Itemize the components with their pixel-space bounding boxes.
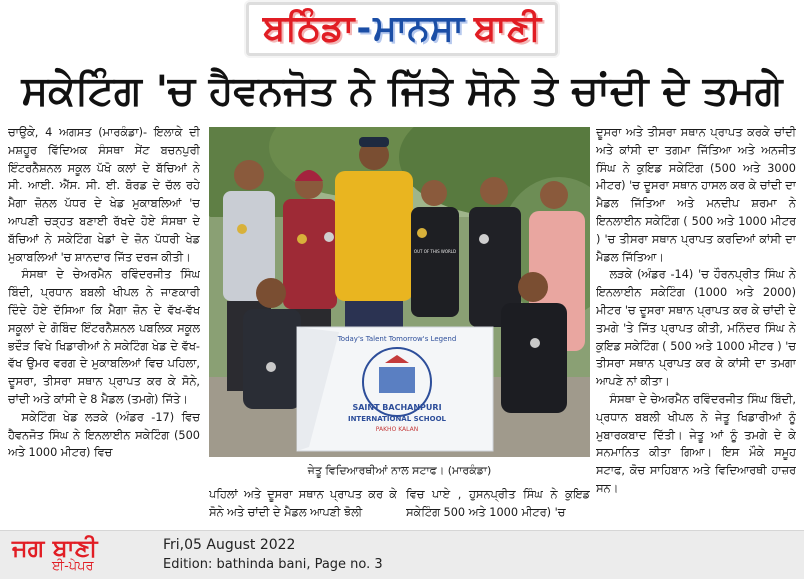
masthead — [0, 0, 804, 58]
article-left-column — [8, 124, 200, 522]
masthead-bathinda: ਬਠਿੰਡਾ — [262, 8, 355, 49]
banner-place: PAKHO KALAN — [375, 426, 419, 433]
team-photo — [209, 127, 590, 457]
article-paragraph: ਸੰਸਥਾ ਦੇ ਚੇਅਰਮੈਨ ਰਵਿੰਦਰਜੀਤ ਸਿੰਘ ਬਿੰਦੀ, ਪ੍ਰਧਾਨ ਬਬਲੀ ਖੀਪਲ ਨੇ ਜੇਤੂ ਖਿਡਾਰੀਆਂ ਨੂੰ ਮੁਬਾਰਕਬਾਦ ਦਿੱਤੀ। ਜੇਤੂ ਆਂ ਨੂੰ ਤਮਗੇ ਦੇ ਕੇ ਸਨਮਾਨਿਤ ਕੀਤਾ ਗਿਆ। ਇਸ ਮੌਕੇ ਸਮੂਹ ਸਟਾਫ, ਕੋਚ ਸਾਹਿਬਾਨ ਅਤੇ ਵਿਦਿਆਰਥੀ ਹਾਜ਼ਰ ਸਨ। — [596, 392, 796, 495]
edition-date: Fri,05 August 2022 — [163, 537, 296, 553]
epaper-footer — [0, 530, 804, 579]
banner-school-type: INTERNATIONAL SCHOOL — [347, 415, 447, 423]
article-paragraph: ਦੂਸਰਾ ਅਤੇ ਤੀਸਰਾ ਸਥਾਨ ਪ੍ਰਾਪਤ ਕਰਕੇ ਚਾਂਦੀ ਅਤੇ ਕਾਂਸੀ ਦਾ ਤਗਮਾ ਜਿੱਤਿਆ ਅਤੇ ਅਨਜੀਤ ਸਿੰਘ ਨੇ ਕੁਇਡ ਸਕੇਟਿੰਗ (500 ਅਤੇ 3000 ਮੀਟਰ) 'ਚ ਦੂਸਰਾ ਸਥਾਨ ਹਾਸਲ ਕਰ ਕੇ ਚਾਂਦੀ ਦਾ ਮੈਡਲ ਜਿੱਤਿਆ ਅਤੇ ਮਨਦੀਪ ਸ਼ਰਮਾ ਨੇ ਇਨਲਾਈਨ ਸਕੇਟਿੰਗ ( 500 ਅਤੇ 1000 ਮੀਟਰ ) 'ਚ ਤੀਸਰਾ ਸਥਾਨ ਪ੍ਰਾਪਤ ਕਰਦਿਆਂ ਕਾਂਸੀ ਦਾ ਮੈਡਲ ਜਿੱਤਿਆ। — [596, 126, 796, 264]
shirt-print: OUT OF THIS WORLD — [413, 249, 457, 254]
banner-school-name: SAINT BACHANPURI — [352, 403, 442, 412]
photo-caption: ਜੇਤੂ ਵਿਦਿਆਰਥੀਆਂ ਨਾਲ ਸਟਾਫ। (ਮਾਰਕੰਡਾ) — [307, 464, 492, 477]
article-right-column — [596, 124, 796, 522]
logo-main-text: ਜਗ ਬਾਣੀ — [12, 533, 98, 562]
article-paragraph: ਚਾਉਕੇ, 4 ਅਗਸਤ (ਮਾਰਕੰਡਾ)- ਇਲਾਕੇ ਦੀ ਮਸ਼ਹੂਰ ਵਿੱਦਿਅਕ ਸੰਸਥਾ ਸੇਂਟ ਬਚਨਪੁਰੀ ਇੰਟਰਨੈਸ਼ਨਲ ਸਕੂਲ ਪੱਖੋ ਕਲਾਂ ਦੇ ਬੱਚਿਆਂ ਨੇ ਸੀ. ਆਈ. ਐੱਸ. ਸੀ. ਈ. ਬੋਰਡ ਦੇ ਚੱਲ ਰਹੇ ਮੈਗਾ ਜ਼ੋਨਲ ਪੱਧਰ ਦੇ ਖੇਡ ਮੁਕਾਬਲਿਆਂ 'ਚ ਆਪਣੀ ਚੜ੍ਹਤ ਬਣਾਈ ਰੱਖਦੇ ਹੋਏ ਸੰਸਥਾ ਦੇ ਬੱਚਿਆਂ ਨੇ ਸਕੇਟਿੰਗ ਖੇਡਾਂ ਦੇ ਜ਼ੋਨ ਪੱਧਰੀ ਖੇਡ ਮੁਕਾਬਲਿਆਂ 'ਚ ਸ਼ਾਨਦਾਰ ਜਿੱਤ ਦਰਜ ਕੀਤੀ। — [8, 126, 200, 264]
article-paragraph: ਸਕੇਟਿੰਗ ਖੇਡ ਲੜਕੇ (ਅੰਡਰ -17) ਵਿਚ ਹੈਵਨਜੋਤ ਸਿੰਘ ਨੇ ਇਨਲਾਈਨ ਸਕੇਟਿੰਗ (500 ਅਤੇ 1000 ਮੀਟਰ) ਵਿਚ — [8, 410, 200, 460]
jagbani-logo[interactable] — [12, 535, 152, 575]
logo-sub-text: ਈ-ਪੇਪਰ — [52, 559, 94, 574]
article-paragraph: ਲੜਕੇ (ਅੰਡਰ -14) 'ਚ ਹੌਰਨਪ੍ਰੀਤ ਸਿੰਘ ਨੇ ਇਨਲਾਈਨ ਸਕੇਟਿੰਗ (1000 ਅਤੇ 2000) ਮੀਟਰ 'ਚ ਦੂਸਰਾ ਸਥਾਨ ਪ੍ਰਾਪਤ ਕਰ ਕੇ ਚਾਂਦੀ ਦੇ ਤਮਗੇ 'ਤੇ ਜਿੱਤ ਪ੍ਰਾਪਤ ਕੀਤੀ, ਮਨਿੰਦਰ ਸਿੰਘ ਨੇ ਕੁਇਡ ਸਕੇਟਿੰਗ ( 500 ਅਤੇ 1000 ਮੀਟਰ ) 'ਚ ਤੀਸਰਾ ਸਥਾਨ ਪ੍ਰਾਪਤ ਕਰ ਕੇ ਕਾਂਸੀ ਦਾ ਤਮਗਾ ਆਪਣੇ ਨਾਂ ਕੀਤਾ। — [596, 268, 796, 389]
article-bottom-column-1: ਪਹਿਲਾਂ ਅਤੇ ਦੂਸਰਾ ਸਥਾਨ ਪ੍ਰਾਪਤ ਕਰ ਕੇ ਸੋਨੇ ਅਤੇ ਚਾਂਦੀ ਦੇ ਮੈਡਲ ਆਪਣੀ ਝੋਲੀ — [209, 488, 397, 519]
masthead-dash: - — [356, 8, 372, 49]
article-paragraph: ਸੰਸਥਾ ਦੇ ਚੇਅਰਮੈਨ ਰਵਿੰਦਰਜੀਤ ਸਿੰਘ ਬਿੰਦੀ, ਪ੍ਰਧਾਨ ਬਬਲੀ ਖੀਪਲ ਨੇ ਜਾਣਕਾਰੀ ਦਿੰਦੇ ਹੋਏ ਦੱਸਿਆ ਕਿ ਮੈਗਾ ਜ਼ੋਨ ਦੇ ਵੱਖ-ਵੱਖ ਸਕੂਲਾਂ ਦੇ ਗੋਬਿੰਦ ਇੰਟਰਨੈਸ਼ਨਲ ਪਬਲਿਕ ਸਕੂਲ ਭਦੌੜ ਵਿਖੇ ਖਿਡਾਰੀਆਂ ਨੇ ਸਕੇਟਿੰਗ ਖੇਡ ਦੇ ਵੱਖ-ਵੱਖ ਉਮਰ ਵਰਗ ਦੇ ਮੁਕਾਬਲਿਆਂ ਵਿਚ ਪਹਿਲਾ, ਦੂਸਰਾ, ਤੀਸਰਾ ਸਥਾਨ ਪ੍ਰਾਪਤ ਕਰ ਕੇ ਸੋਨੇ, ਚਾਂਦੀ ਅਤੇ ਕਾਂਸੀ ਦੇ 8 ਮੈਡਲ (ਤਮਗੇ) ਜਿੱਤੇ। — [8, 268, 200, 406]
masthead-title — [246, 2, 558, 56]
article-headline: ਸਕੇਟਿੰਗ 'ਚ ਹੈਵਨਜੋਤ ਨੇ ਜਿੱਤੇ ਸੋਨੇ ਤੇ ਚਾਂਦੀ ਦੇ ਤਮਗੇ — [21, 68, 783, 114]
article-bottom-column-2: ਵਿਚ ਪਾਏ , ਹੁਸਨਪ੍ਰੀਤ ਸਿੰਘ ਨੇ ਕੁਇਡ ਸਕੇਟਿੰਗ 500 ਅਤੇ 1000 ਮੀਟਰ) 'ਚ — [406, 488, 590, 519]
masthead-bani: ਬਾਣੀ — [474, 8, 542, 49]
banner-tagline: Today's Talent Tomorrow's Legend — [337, 335, 457, 343]
edition-info: Edition: bathinda bani, Page no. 3 — [163, 557, 383, 572]
masthead-mansa: ਮਾਨਸਾ — [373, 8, 465, 49]
